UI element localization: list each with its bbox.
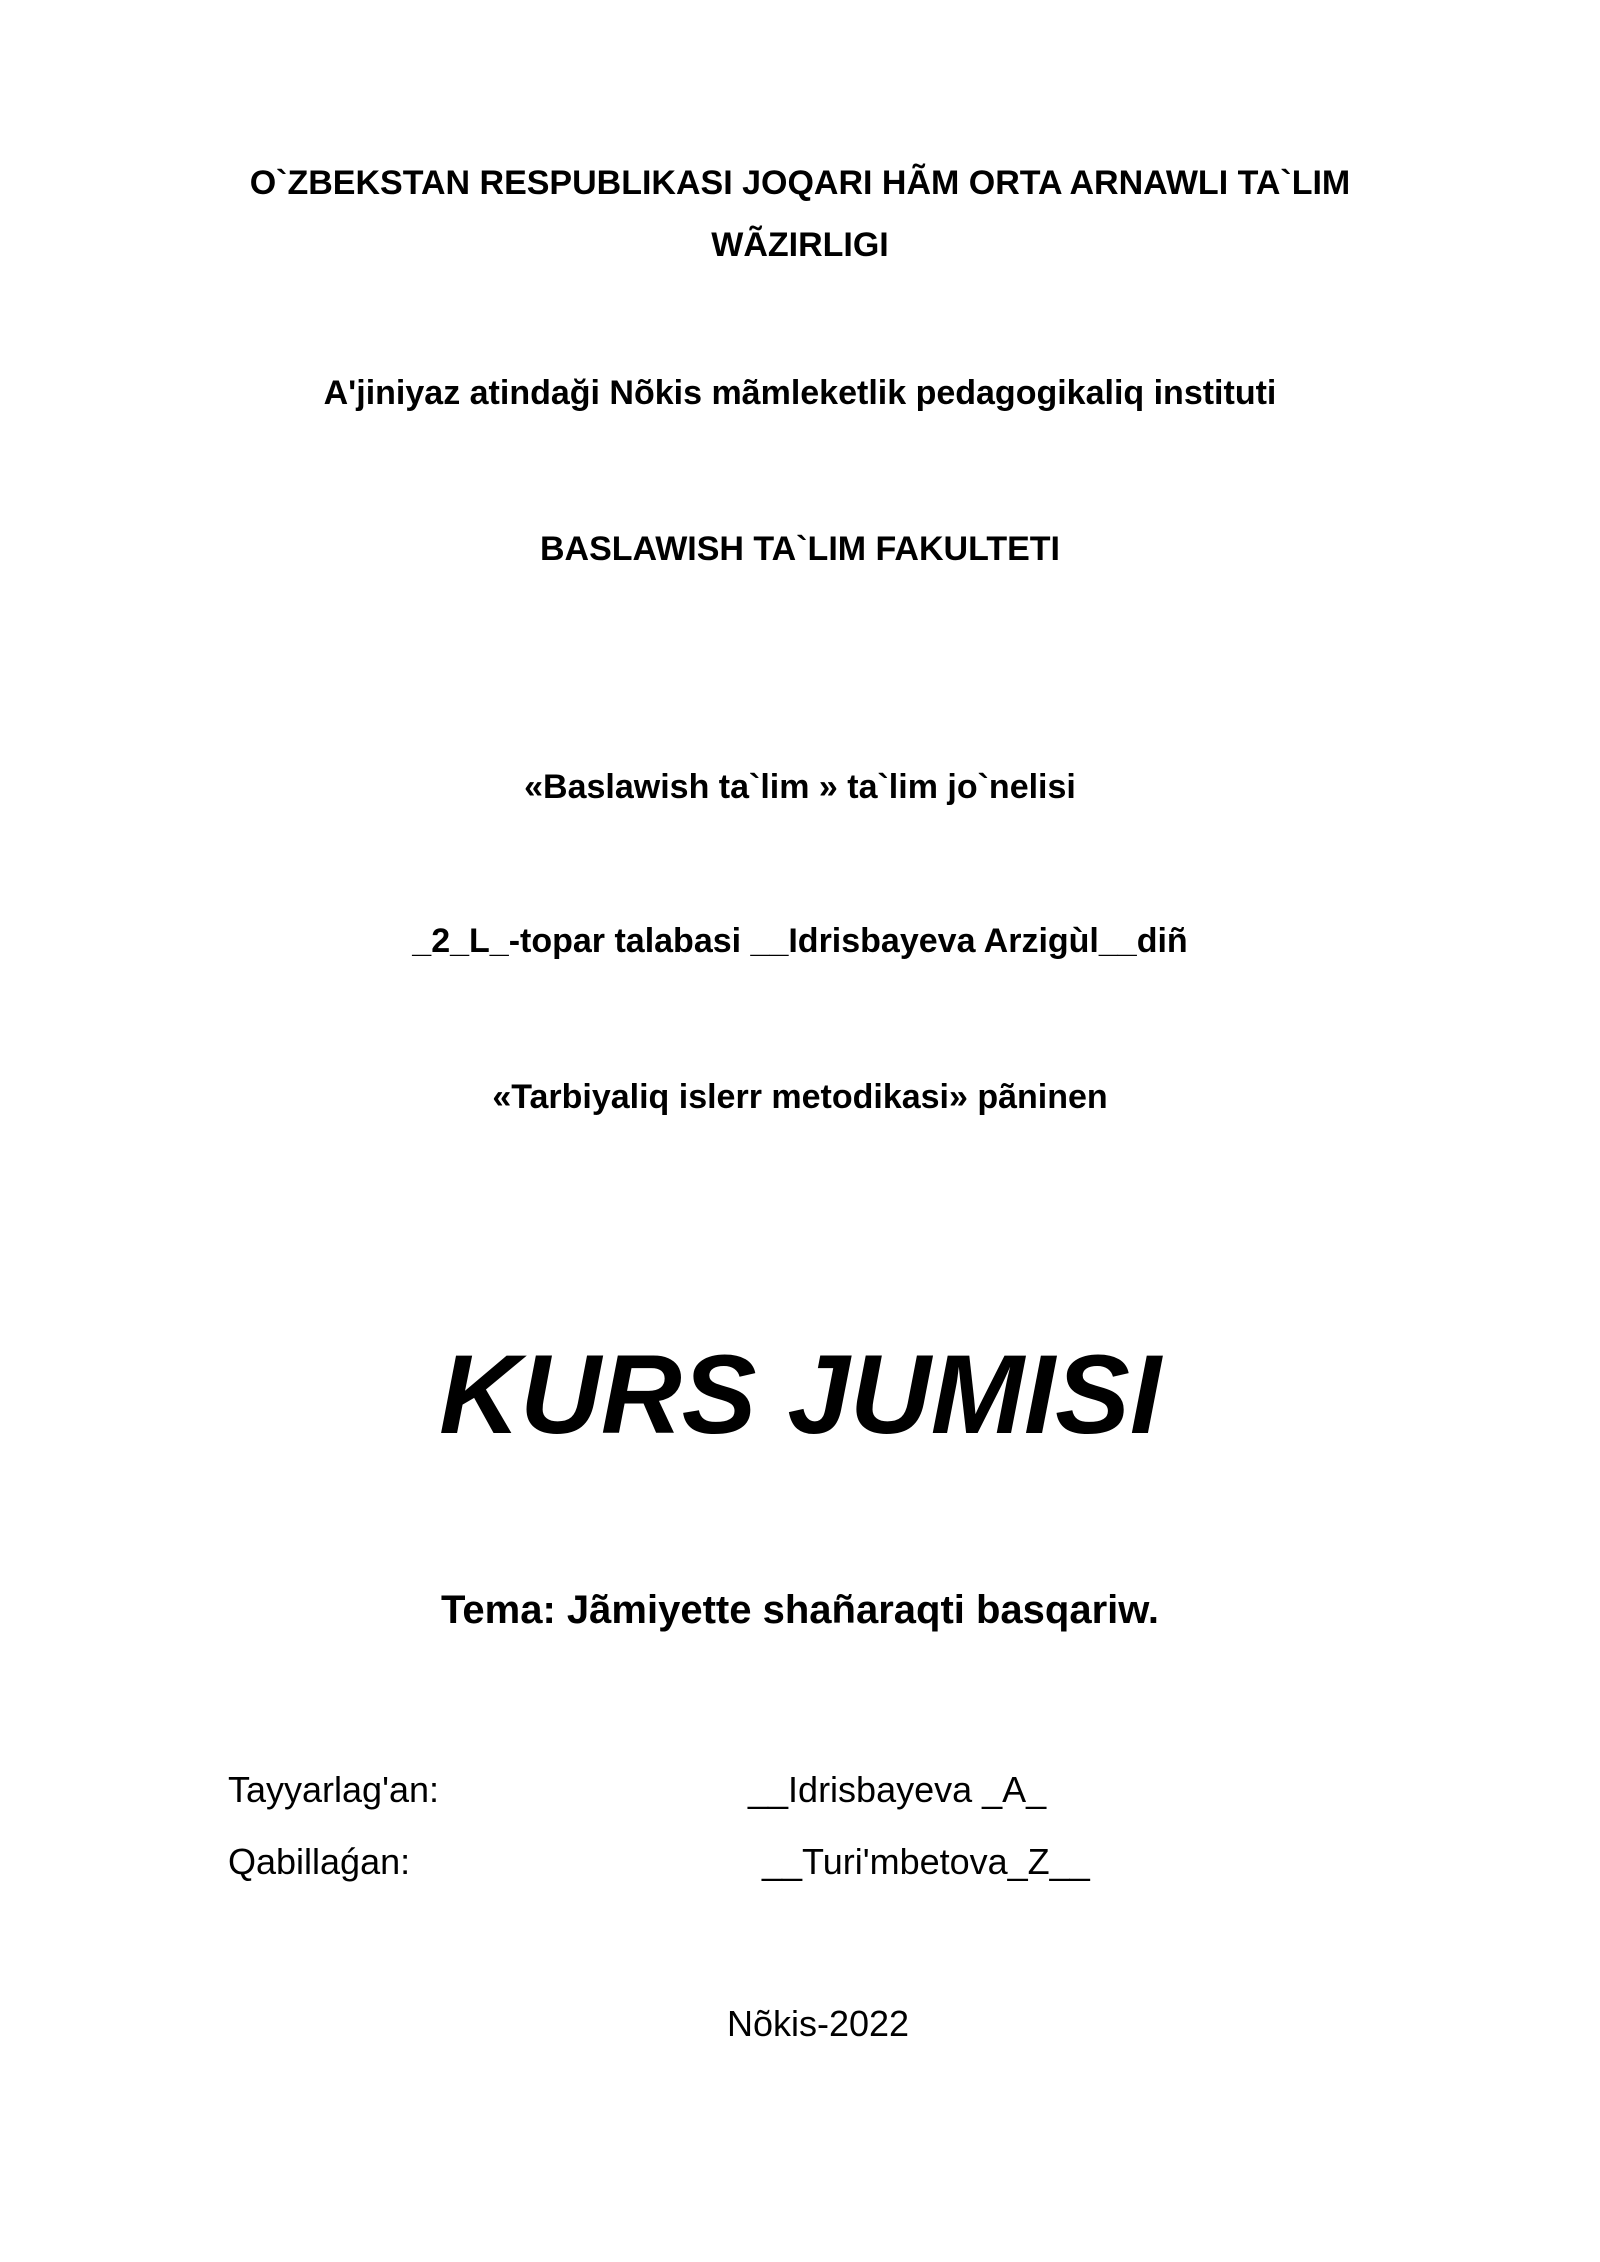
student-line: _2_L_-topar talabasi __Idrisbayeva Arzigùl__diñ bbox=[412, 922, 1188, 960]
ministry-heading-line-1: O`ZBEKSTAN RESPUBLIKASI JOQARI HÃM ORTA ARNAWLI TA`LIM bbox=[249, 164, 1351, 202]
subject-line: «Tarbiyaliq islerr metodikasi» pãninen bbox=[492, 1078, 1108, 1116]
ministry-heading bbox=[0, 152, 1600, 276]
document-type-title: KURS JUMISI bbox=[439, 1332, 1161, 1457]
prepared-by-name: __Idrisbayeva _A_ bbox=[748, 1769, 1047, 1810]
accepted-by-row bbox=[228, 1832, 1428, 1892]
institute-name: A'jiniyaz atindaği Nõkis mãmleketlik pedagogikaliq instituti bbox=[323, 374, 1277, 412]
faculty-name: BASLAWISH TA`LIM FAKULTETI bbox=[539, 530, 1060, 568]
accepted-by-label: Qabillaǵan: bbox=[228, 1841, 411, 1882]
prepared-by-row bbox=[228, 1760, 1428, 1820]
city-year: Nõkis-2022 bbox=[726, 2003, 910, 2044]
ministry-heading-line-2: WÃZIRLIGI bbox=[711, 226, 889, 264]
accepted-by-name: __Turi'mbetova_Z__ bbox=[762, 1841, 1090, 1882]
prepared-by-label: Tayyarlag'an: bbox=[228, 1769, 439, 1810]
education-direction: «Baslawish ta`lim » ta`lim jo`nelisi bbox=[524, 768, 1076, 806]
topic-line: Tema: Jãmiyette shañaraqti basqariw. bbox=[440, 1588, 1160, 1632]
